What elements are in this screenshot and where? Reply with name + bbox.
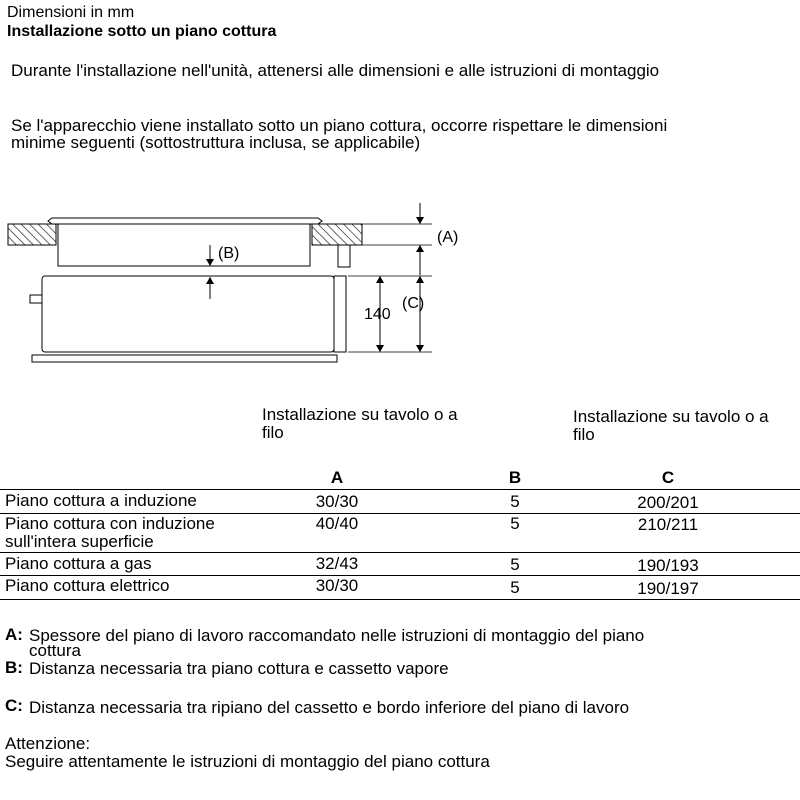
row-value-b: 5 [510,492,520,511]
row-value-a: 30/30 [315,492,359,511]
row-value-b: 5 [510,578,520,597]
shelf [32,355,337,362]
intro-paragraph-2-line-1: Se l'apparecchio viene installato sotto un piano cottura, occorre rispettare le dimensioni [11,116,668,135]
label-140: 140 [364,306,391,323]
worktop-left [8,224,56,245]
row-name: Piano cottura con induzione [5,514,215,533]
row-value-c: 190/193 [637,556,699,575]
group-header-left-line-2: filo [262,423,284,442]
label-b: (B) [218,245,240,262]
legend-key-a: A: [5,625,23,644]
worktop-support [338,245,350,267]
legend-key-b: B: [5,658,23,677]
row-name: Piano cottura a induzione [5,491,197,510]
hob-glass [48,218,322,224]
column-header-c: C [661,468,675,487]
group-header-left-line-1: Installazione su tavolo o a [262,405,458,424]
row-name: Piano cottura a gas [5,554,152,573]
worktop-right [312,224,362,245]
hob-body [58,224,310,266]
legend-text-a-line-1: Spessore del piano di lavoro raccomandato nelle istruzioni di montaggio del piano [29,626,645,645]
legend-text-b: Distanza necessaria tra piano cottura e cassetto vapore [29,659,449,678]
drawer-rear-stub [30,295,42,303]
row-value-c: 190/197 [637,579,699,598]
row-name-line-2: sull'intera superficie [5,532,154,551]
note-label: Attenzione: [5,734,91,753]
legend-key-c: C: [5,696,23,715]
table-rule [0,552,800,553]
note-text: Seguire attentamente le istruzioni di montaggio del piano cottura [5,752,490,771]
group-header-right-line-1: Installazione su tavolo o a [573,407,769,426]
column-header-a: A [330,468,344,487]
drawer-body [42,276,334,352]
legend-text-a-line-2: cottura [29,641,81,660]
table-rule-bottom [0,599,800,600]
unit-note: Dimensioni in mm [7,4,135,21]
row-value-a: 32/43 [315,554,359,573]
row-value-b: 5 [510,555,520,574]
table-rule-top [0,489,800,490]
row-name: Piano cottura elettrico [5,576,170,595]
row-value-a: 30/30 [315,576,359,595]
row-value-c: 200/201 [637,493,699,512]
row-value-b: 5 [510,514,520,533]
page-title: Installazione sotto un piano cottura [7,23,277,40]
drawer-front [334,276,346,352]
label-a: (A) [437,229,459,246]
legend-text-c: Distanza necessaria tra ripiano del cassetto e bordo inferiore del piano di lavoro [29,698,630,717]
intro-paragraph-1: Durante l'installazione nell'unità, attenersi alle dimensioni e alle istruzioni di montaggio [11,61,660,80]
column-header-b: B [508,468,522,487]
intro-paragraph-2-line-2: minime seguenti (sottostruttura inclusa, se applicabile) [11,133,421,152]
row-value-a: 40/40 [315,514,359,533]
row-value-c: 210/211 [637,515,699,534]
installation-diagram [0,195,480,370]
group-header-right-line-2: filo [573,425,595,444]
label-c: (C) [402,295,425,312]
